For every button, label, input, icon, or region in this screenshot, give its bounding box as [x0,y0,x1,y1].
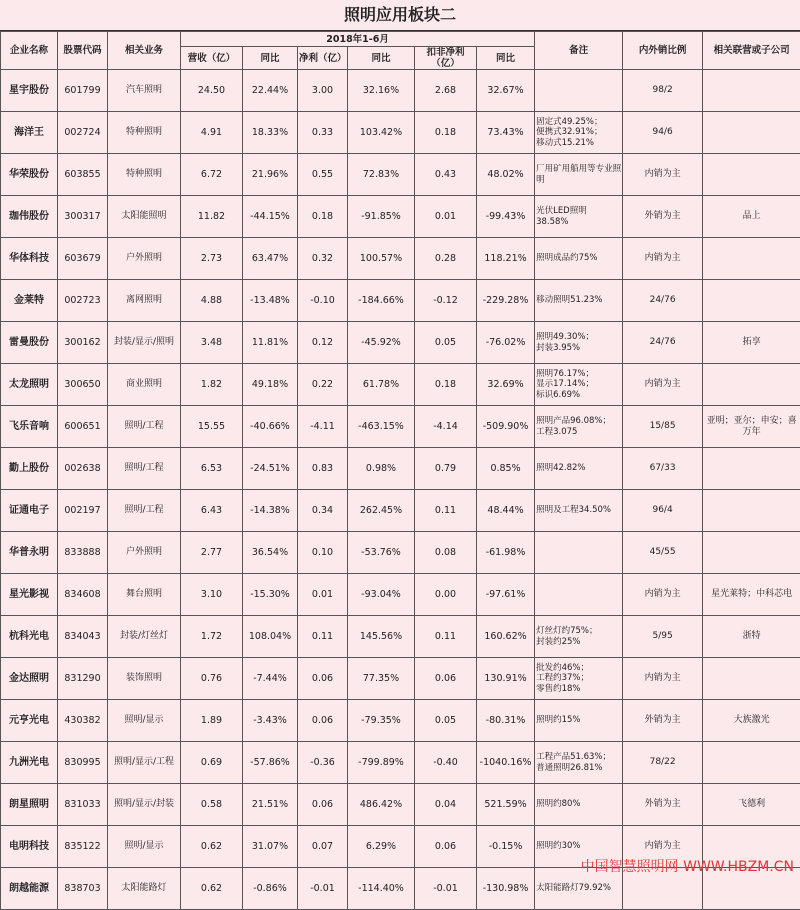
cell-deducted-yoy: -229.28% [477,280,535,322]
cell-net-profit: 0.01 [298,574,348,616]
cell-stock-code: 834043 [58,616,108,658]
cell-net-profit-yoy: -91.85% [348,196,415,238]
cell-stock-code: 838703 [58,868,108,910]
watermark: 中国智慧照明网 WWW.HBZM.CN [581,856,794,876]
cell-revenue: 1.82 [181,364,243,406]
cell-business: 户外照明 [108,238,181,280]
cell-deducted-yoy: -80.31% [477,700,535,742]
table-body [1,70,800,910]
cell-deducted-yoy: -76.02% [477,322,535,364]
cell-net-profit: 0.11 [298,616,348,658]
cell-sales-ratio: 94/6 [623,112,703,154]
cell-business: 照明/显示/工程 [108,742,181,784]
cell-sales-ratio: 外销为主 [623,196,703,238]
cell-revenue: 3.48 [181,322,243,364]
cell-net-profit-yoy: -114.40% [348,868,415,910]
cell-business: 照明/工程 [108,490,181,532]
cell-net-profit: 0.12 [298,322,348,364]
cell-stock-code: 300650 [58,364,108,406]
cell-note: 光伏LED照明 38.58% [535,196,623,238]
cell-business: 照明/工程 [108,406,181,448]
cell-company-name: 雷曼股份 [1,322,58,364]
cell-deducted-profit: -0.40 [415,742,477,784]
cell-net-profit-yoy: -79.35% [348,700,415,742]
cell-company-name: 珈伟股份 [1,196,58,238]
cell-company-name: 海洋王 [1,112,58,154]
cell-deducted-yoy: -99.43% [477,196,535,238]
cell-revenue-yoy: 21.51% [243,784,298,826]
cell-revenue-yoy: 22.44% [243,70,298,112]
cell-company-name: 金达照明 [1,658,58,700]
cell-sales-ratio: 15/85 [623,406,703,448]
cell-revenue-yoy: 49.18% [243,364,298,406]
cell-stock-code: 002723 [58,280,108,322]
cell-revenue: 6.72 [181,154,243,196]
cell-deducted-profit: 0.18 [415,364,477,406]
cell-deducted-profit: -0.12 [415,280,477,322]
cell-business: 照明/工程 [108,448,181,490]
cell-revenue-yoy: 108.04% [243,616,298,658]
cell-revenue: 0.58 [181,784,243,826]
cell-revenue-yoy: -40.66% [243,406,298,448]
header-note: 备注 [535,32,623,70]
cell-net-profit-yoy: -93.04% [348,574,415,616]
cell-deducted-profit: 2.68 [415,70,477,112]
cell-business: 太阳能照明 [108,196,181,238]
cell-note: 照明产品96.08%； 工程3.075 [535,406,623,448]
cell-note: 照明42.82% [535,448,623,490]
cell-deducted-profit: 0.06 [415,658,477,700]
table-row [1,616,800,658]
table-row [1,364,800,406]
cell-note: 照明成品约75% [535,238,623,280]
cell-sales-ratio: 67/33 [623,448,703,490]
header-revenue: 营收（亿） [181,47,243,70]
cell-deducted-profit: 0.79 [415,448,477,490]
cell-deducted-profit: 0.43 [415,154,477,196]
cell-note: 照明49.30%； 封装3.95% [535,322,623,364]
cell-sales-ratio: 外销为主 [623,784,703,826]
header-business: 相关业务 [108,32,181,70]
cell-company-name: 勤上股份 [1,448,58,490]
cell-related-company [703,70,800,112]
header-company: 企业名称 [1,32,58,70]
cell-sales-ratio: 24/76 [623,280,703,322]
cell-net-profit: 0.33 [298,112,348,154]
cell-company-name: 星宇股份 [1,70,58,112]
table-row [1,70,800,112]
cell-net-profit: 0.22 [298,364,348,406]
table-row [1,700,800,742]
cell-revenue-yoy: -0.86% [243,868,298,910]
cell-related-company: 品上 [703,196,800,238]
cell-note [535,574,623,616]
cell-net-profit-yoy: -53.76% [348,532,415,574]
cell-deducted-profit: -4.14 [415,406,477,448]
cell-net-profit: -0.10 [298,280,348,322]
cell-deducted-profit: 0.28 [415,238,477,280]
header-code: 股票代码 [58,32,108,70]
cell-business: 离网照明 [108,280,181,322]
cell-net-profit-yoy: 77.35% [348,658,415,700]
cell-sales-ratio: 内销为主 [623,826,703,868]
table-row [1,784,800,826]
cell-stock-code: 002638 [58,448,108,490]
cell-business: 汽车照明 [108,70,181,112]
cell-company-name: 金莱特 [1,280,58,322]
cell-deducted-yoy: 521.59% [477,784,535,826]
cell-sales-ratio: 24/76 [623,322,703,364]
cell-related-company: 亚明；亚尔；申安；喜万年 [703,406,800,448]
cell-related-company: 大族激光 [703,700,800,742]
cell-deducted-yoy: -0.15% [477,826,535,868]
cell-deducted-yoy: -509.90% [477,406,535,448]
cell-sales-ratio: 5/95 [623,616,703,658]
cell-related-company: 飞德利 [703,784,800,826]
cell-revenue-yoy: 18.33% [243,112,298,154]
cell-related-company [703,448,800,490]
cell-note: 移动照明51.23% [535,280,623,322]
cell-deducted-yoy: 160.62% [477,616,535,658]
cell-revenue-yoy: -14.38% [243,490,298,532]
cell-revenue-yoy: -13.48% [243,280,298,322]
cell-net-profit: 0.34 [298,490,348,532]
table-row [1,448,800,490]
table-row [1,742,800,784]
cell-deducted-profit: 0.06 [415,826,477,868]
cell-related-company: 星光莱特；中科芯电 [703,574,800,616]
cell-company-name: 电明科技 [1,826,58,868]
cell-sales-ratio: 98/2 [623,70,703,112]
cell-net-profit-yoy: 0.98% [348,448,415,490]
cell-deducted-yoy: 48.44% [477,490,535,532]
cell-revenue-yoy: 36.54% [243,532,298,574]
cell-company-name: 太龙照明 [1,364,58,406]
data-table [0,31,800,910]
cell-revenue-yoy: 63.47% [243,238,298,280]
cell-net-profit-yoy: 72.83% [348,154,415,196]
cell-deducted-profit: -0.01 [415,868,477,910]
cell-deducted-profit: 0.08 [415,532,477,574]
cell-net-profit: 0.10 [298,532,348,574]
cell-related-company [703,364,800,406]
cell-company-name: 华普永明 [1,532,58,574]
cell-deducted-yoy: -130.98% [477,868,535,910]
cell-sales-ratio: 内销为主 [623,574,703,616]
cell-revenue: 0.62 [181,826,243,868]
cell-stock-code: 831290 [58,658,108,700]
cell-deducted-yoy: 118.21% [477,238,535,280]
cell-revenue-yoy: -7.44% [243,658,298,700]
cell-revenue: 15.55 [181,406,243,448]
cell-deducted-yoy: -1040.16% [477,742,535,784]
cell-deducted-yoy: 130.91% [477,658,535,700]
cell-net-profit-yoy: -45.92% [348,322,415,364]
cell-deducted-yoy: 32.67% [477,70,535,112]
table-row [1,574,800,616]
cell-stock-code: 300162 [58,322,108,364]
header-net-profit: 净利（亿） [298,47,348,70]
cell-revenue-yoy: -44.15% [243,196,298,238]
cell-net-profit-yoy: 32.16% [348,70,415,112]
cell-net-profit-yoy: 6.29% [348,826,415,868]
cell-related-company: 浙特 [703,616,800,658]
cell-net-profit-yoy: 100.57% [348,238,415,280]
cell-business: 装饰照明 [108,658,181,700]
cell-business: 封装/显示/照明 [108,322,181,364]
cell-business: 照明/显示/封装 [108,784,181,826]
cell-deducted-profit: 0.18 [415,112,477,154]
cell-stock-code: 002724 [58,112,108,154]
cell-note: 照明约80% [535,784,623,826]
cell-deducted-profit: 0.05 [415,322,477,364]
cell-business: 舞台照明 [108,574,181,616]
cell-deducted-profit: 0.11 [415,616,477,658]
cell-net-profit: 0.55 [298,154,348,196]
table-row [1,322,800,364]
cell-net-profit-yoy: 145.56% [348,616,415,658]
cell-sales-ratio: 45/55 [623,532,703,574]
cell-net-profit: 0.06 [298,700,348,742]
cell-revenue-yoy: 21.96% [243,154,298,196]
cell-business: 商业照明 [108,364,181,406]
cell-stock-code: 835122 [58,826,108,868]
cell-revenue: 24.50 [181,70,243,112]
cell-note: 照明约30% [535,826,623,868]
header-related: 相关联营或子公司 [703,32,800,70]
cell-stock-code: 603679 [58,238,108,280]
cell-stock-code: 831033 [58,784,108,826]
cell-revenue-yoy: 31.07% [243,826,298,868]
header-revenue-yoy: 同比 [243,47,298,70]
cell-revenue: 6.53 [181,448,243,490]
cell-net-profit-yoy: -184.66% [348,280,415,322]
cell-revenue-yoy: -57.86% [243,742,298,784]
cell-stock-code: 430382 [58,700,108,742]
cell-related-company [703,742,800,784]
cell-business: 特种照明 [108,112,181,154]
cell-net-profit: 0.83 [298,448,348,490]
cell-deducted-yoy: -61.98% [477,532,535,574]
cell-company-name: 飞乐音响 [1,406,58,448]
cell-deducted-profit: 0.04 [415,784,477,826]
cell-deducted-profit: 0.05 [415,700,477,742]
cell-deducted-profit: 0.01 [415,196,477,238]
table-row [1,532,800,574]
cell-deducted-profit: 0.11 [415,490,477,532]
cell-net-profit-yoy: -799.89% [348,742,415,784]
table-row [1,238,800,280]
cell-company-name: 朗越能源 [1,868,58,910]
cell-net-profit-yoy: 262.45% [348,490,415,532]
cell-sales-ratio: 96/4 [623,490,703,532]
cell-related-company [703,154,800,196]
cell-net-profit: 0.32 [298,238,348,280]
cell-note: 灯丝灯约75%； 封装约25% [535,616,623,658]
cell-revenue: 4.88 [181,280,243,322]
cell-note: 厂用矿用船用等专业照明 [535,154,623,196]
cell-deducted-yoy: 0.85% [477,448,535,490]
cell-revenue: 0.69 [181,742,243,784]
cell-stock-code: 834608 [58,574,108,616]
cell-sales-ratio: 外销为主 [623,700,703,742]
cell-deducted-yoy: 32.69% [477,364,535,406]
cell-related-company [703,532,800,574]
cell-revenue: 0.76 [181,658,243,700]
cell-sales-ratio: 内销为主 [623,238,703,280]
table-row [1,406,800,448]
cell-company-name: 九洲光电 [1,742,58,784]
cell-note: 工程产品51.63%； 普通照明26.81% [535,742,623,784]
table-row [1,658,800,700]
cell-business: 封装/灯丝灯 [108,616,181,658]
cell-net-profit: -0.01 [298,868,348,910]
cell-business: 照明/显示 [108,700,181,742]
cell-related-company: 拓享 [703,322,800,364]
header-deducted-yoy: 同比 [477,47,535,70]
cell-stock-code: 603855 [58,154,108,196]
cell-stock-code: 601799 [58,70,108,112]
cell-net-profit: 0.07 [298,826,348,868]
cell-revenue: 2.77 [181,532,243,574]
cell-sales-ratio: 内销为主 [623,364,703,406]
cell-company-name: 元亨光电 [1,700,58,742]
cell-company-name: 证通电子 [1,490,58,532]
cell-note: 固定式49.25%； 便携式32.91%； 移动式15.21% [535,112,623,154]
cell-note: 照明约15% [535,700,623,742]
cell-revenue: 6.43 [181,490,243,532]
cell-business: 户外照明 [108,532,181,574]
cell-revenue: 2.73 [181,238,243,280]
cell-net-profit-yoy: 486.42% [348,784,415,826]
cell-company-name: 华荣股份 [1,154,58,196]
cell-business: 照明/显示 [108,826,181,868]
cell-stock-code: 833888 [58,532,108,574]
cell-sales-ratio: 78/22 [623,742,703,784]
cell-note [535,532,623,574]
cell-related-company [703,490,800,532]
cell-net-profit: 0.06 [298,658,348,700]
cell-revenue-yoy: 11.81% [243,322,298,364]
cell-revenue: 1.89 [181,700,243,742]
cell-net-profit: -0.36 [298,742,348,784]
cell-net-profit-yoy: 103.42% [348,112,415,154]
cell-company-name: 杭科光电 [1,616,58,658]
cell-deducted-yoy: 73.43% [477,112,535,154]
cell-related-company [703,658,800,700]
cell-revenue-yoy: -3.43% [243,700,298,742]
cell-revenue-yoy: -24.51% [243,448,298,490]
cell-stock-code: 830995 [58,742,108,784]
cell-net-profit: 3.00 [298,70,348,112]
cell-revenue: 3.10 [181,574,243,616]
header-deducted-profit: 扣非净利（亿） [415,47,477,70]
cell-net-profit: -4.11 [298,406,348,448]
table-row [1,196,800,238]
table-row [1,154,800,196]
cell-stock-code: 600651 [58,406,108,448]
cell-net-profit-yoy: -463.15% [348,406,415,448]
cell-note: 批发约46%； 工程约37%； 零售约18% [535,658,623,700]
cell-stock-code: 300317 [58,196,108,238]
cell-business: 太阳能路灯 [108,868,181,910]
cell-note: 照明76.17%； 显示17.14%； 标识6.69% [535,364,623,406]
cell-note: 太阳能路灯79.92% [535,868,623,910]
cell-revenue: 0.62 [181,868,243,910]
cell-related-company [703,112,800,154]
header-period: 2018年1-6月 [181,32,535,47]
table-title: 照明应用板块二 [0,0,800,31]
cell-revenue: 11.82 [181,196,243,238]
cell-net-profit: 0.18 [298,196,348,238]
cell-note [535,70,623,112]
table-row [1,280,800,322]
cell-deducted-yoy: 48.02% [477,154,535,196]
cell-revenue: 1.72 [181,616,243,658]
cell-revenue: 4.91 [181,112,243,154]
header-net-profit-yoy: 同比 [348,47,415,70]
cell-related-company [703,280,800,322]
cell-deducted-profit: 0.00 [415,574,477,616]
cell-company-name: 华体科技 [1,238,58,280]
cell-sales-ratio: 内销为主 [623,658,703,700]
cell-related-company [703,238,800,280]
cell-company-name: 星光影视 [1,574,58,616]
header-ratio: 内外销比例 [623,32,703,70]
table-row [1,490,800,532]
cell-net-profit-yoy: 61.78% [348,364,415,406]
cell-business: 特种照明 [108,154,181,196]
cell-net-profit: 0.06 [298,784,348,826]
table-row [1,112,800,154]
cell-stock-code: 002197 [58,490,108,532]
cell-note: 照明及工程34.50% [535,490,623,532]
cell-revenue-yoy: -15.30% [243,574,298,616]
cell-sales-ratio: 内销为主 [623,154,703,196]
cell-deducted-yoy: -97.61% [477,574,535,616]
cell-company-name: 朗星照明 [1,784,58,826]
